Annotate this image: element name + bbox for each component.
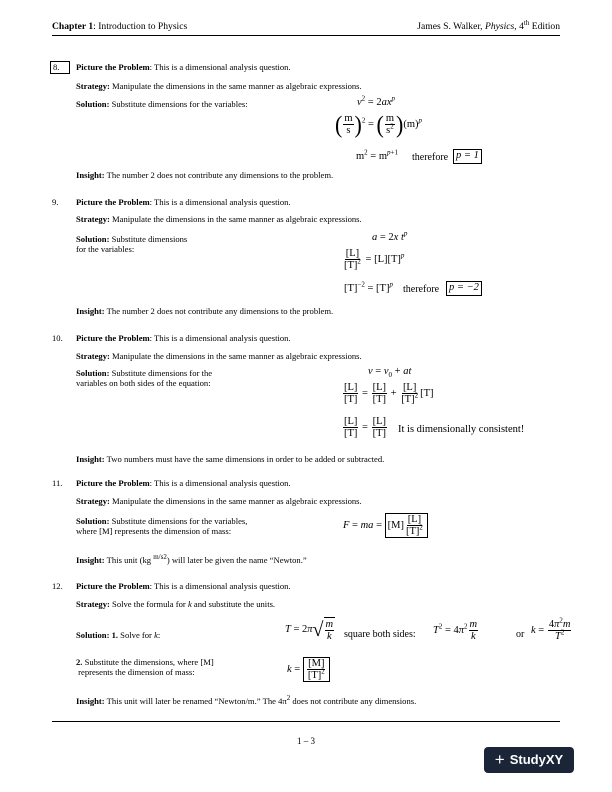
equation: $\frac{[L]}{[T]^2}$ = $[L][T]^p$ — [344, 248, 405, 271]
solution: Solution: Substitute dimensions for the variables: — [76, 234, 188, 255]
insight: Insight: This unit will later be renamed “Newton/m.” The $4\pi^2$ does not contribute any dimensions. — [76, 694, 417, 706]
strategy: Strategy: Manipulate the dimensions in the same manner as algebraic expressions. — [76, 351, 362, 361]
problem-number: 12. — [52, 581, 63, 591]
insight: Insight: The number 2 does not contribute any dimensions to the problem. — [76, 170, 334, 180]
footer-divider — [52, 721, 560, 722]
consistency-note: It is dimensionally consistent! — [398, 424, 525, 435]
picture-the-problem: Picture the Problem: This is a dimensional analysis question. — [76, 62, 291, 72]
strategy: Strategy: Manipulate the dimensions in the same manner as algebraic expressions. — [76, 81, 362, 91]
studyxy-logo[interactable] — [484, 747, 574, 773]
solution-step-2: 2. Substitute the dimensions, where [M] represents the dimension of mass: — [76, 657, 214, 678]
square-both-sides: square both sides: — [344, 629, 416, 640]
equation: $[T]^{-2} = [T]^p$ — [344, 280, 393, 294]
plus-icon: + — [494, 749, 505, 769]
insight: Insight: This unit (kg $^{m/s2}$) will later be given the name “Newton.” — [76, 553, 307, 565]
answer-box: p = −2 — [446, 281, 482, 296]
problem-number: 8. — [50, 61, 70, 74]
page-number: 1 – 3 — [297, 736, 315, 746]
strategy: Strategy: Manipulate the dimensions in the same manner as algebraic expressions. — [76, 214, 362, 224]
problem-number: 10. — [52, 333, 63, 343]
page-header — [52, 18, 560, 36]
solution: Solution: 1. Solve for k: — [76, 630, 161, 640]
insight: Insight: The number 2 does not contribute any dimensions to the problem. — [76, 306, 334, 316]
picture-the-problem: Picture the Problem: This is a dimensional analysis question. — [76, 333, 291, 343]
chapter-title: Chapter 1: Introduction to Physics — [52, 21, 188, 32]
equation: $\frac{[L]}{[T]}$ = $\frac{[L]}{[T]}$ — [344, 416, 387, 439]
therefore-text: therefore — [412, 152, 449, 163]
solution: Solution: Substitute dimensions for the variables on both sides of the equation: — [76, 368, 213, 389]
equation: ( $\frac{m}{s}$ )$^2$ = ( $\frac{m}{s^2}$ )$(m)^p$ — [335, 110, 422, 138]
strategy: Strategy: Solve the formula for k and substitute the units. — [76, 599, 276, 609]
book-title: James S. Walker, Physics, 4th Edition — [417, 18, 560, 32]
equation: k = $\frac{[M]}{[T]^2}$ — [287, 657, 330, 682]
equation: $m^2 = m^{p+1}$ — [356, 148, 398, 162]
insight: Insight: Two numbers must have the same dimensions in order to be added or subtracted. — [76, 454, 385, 464]
therefore-text: therefore — [403, 284, 440, 295]
equation: $T^2 = 4\pi^2$ $\frac{m}{k}$ — [433, 619, 478, 642]
problem-number: 9. — [52, 197, 59, 207]
equation: F = ma = [M] $\frac{[L]}{[T]^2}$ — [343, 513, 428, 538]
equation: $v^2 = 2ax^p$ — [357, 94, 396, 108]
answer-box: p = 1 — [453, 149, 482, 164]
or-text: or — [516, 629, 525, 640]
equation: T = 2π √ $\frac{m}{k}$ — [285, 618, 334, 642]
picture-the-problem: Picture the Problem: This is a dimensional analysis question. — [76, 197, 291, 207]
problem-number: 11. — [52, 478, 63, 488]
picture-the-problem: Picture the Problem: This is a dimensional analysis question. — [76, 478, 291, 488]
picture-the-problem: Picture the Problem: This is a dimensional analysis question. — [76, 581, 291, 591]
strategy: Strategy: Manipulate the dimensions in the same manner as algebraic expressions. — [76, 496, 362, 506]
solution: Solution: Substitute dimensions for the variables: — [76, 99, 248, 109]
equation: a = 2x $t^p$ — [372, 229, 408, 243]
equation: $\frac{[L]}{[T]}$ = $\frac{[L]}{[T]}$ + $\frac{[L]}{[T]^2}$ [T] — [344, 382, 434, 405]
solution: Solution: Substitute dimensions for the variables, where [M] represents the dimension of mass: — [76, 516, 248, 537]
equation: k = $\frac{4\pi^2m}{T^2}$ — [531, 616, 571, 642]
equation: $v = v_0$ + at — [368, 366, 412, 380]
brand-name: StudyXY — [509, 752, 564, 768]
